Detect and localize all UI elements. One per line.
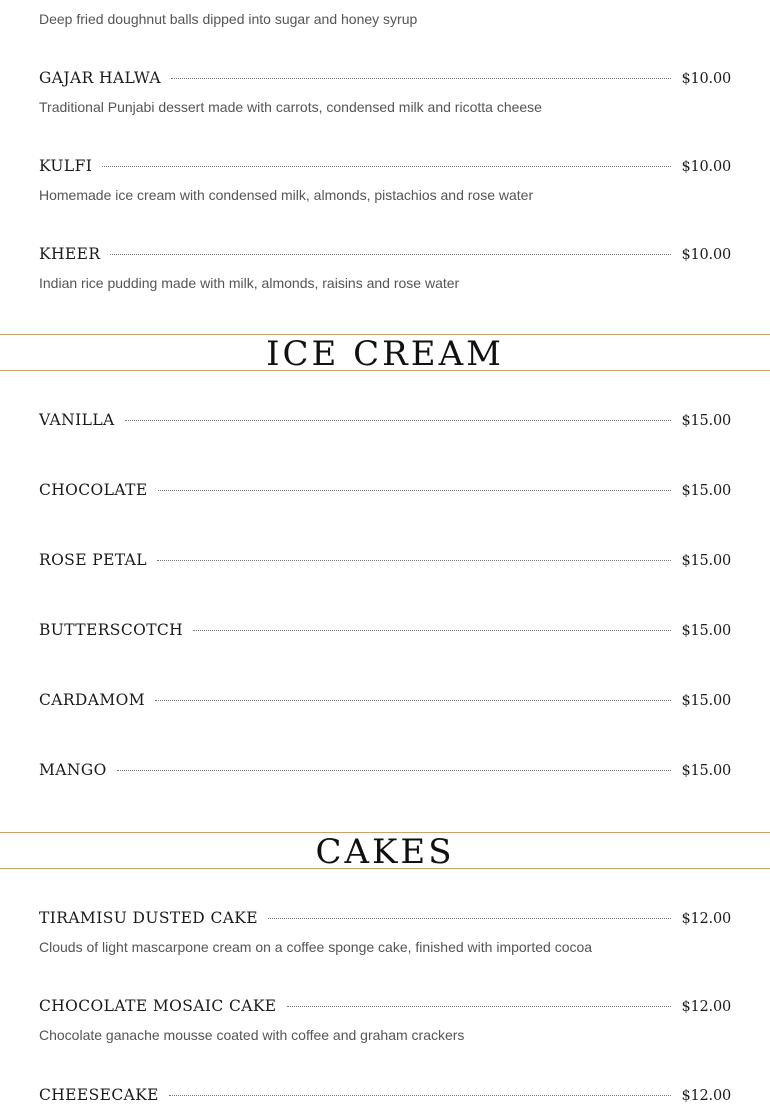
dotted-leader [193,630,671,631]
dotted-leader [287,1006,672,1007]
item-name: CHEESECAKE [39,1086,159,1104]
item-name: KULFI [39,157,93,175]
item-price: $15.00 [681,413,731,429]
dotted-leader [268,918,671,919]
item-description: Clouds of light mascarpone cream on a coffee sponge cake, finished with imported cocoa [39,939,593,955]
item-name: VANILLA [39,411,115,429]
item-price: $10.00 [681,71,731,87]
item-price: $10.00 [681,247,731,263]
menu-item-mango [39,761,731,781]
item-price: $12.00 [681,911,731,927]
menu-item-cardamom [39,691,731,711]
dotted-leader [157,560,671,561]
dotted-leader [117,770,672,771]
item-name: MANGO [39,761,107,779]
item-name: TIRAMISU DUSTED CAKE [39,909,258,927]
item-description: Indian rice pudding made with milk, almonds, raisins and rose water [39,275,460,291]
item-name: ROSE PETAL [39,551,147,569]
dotted-leader [171,78,671,79]
menu-item-cheesecake [39,1086,731,1106]
section-header-cakes [0,831,770,872]
menu-item-chocolate-mosaic-cake [39,997,731,1043]
section-header-ice-cream [0,333,770,374]
menu-item-butterscotch [39,621,731,641]
menu-item-chocolate [39,481,731,501]
item-name: KHEER [39,245,101,263]
item-name: CARDAMOM [39,691,145,709]
item-price: $15.00 [681,693,731,709]
item-name: CHOCOLATE [39,481,148,499]
item-price: $12.00 [681,999,731,1015]
item-price: $15.00 [681,763,731,779]
dotted-leader [125,420,672,421]
dotted-leader [102,166,671,167]
menu-item-kheer [39,245,731,291]
section-title: CAKES [315,831,455,872]
dotted-leader [110,254,671,255]
item-price: $15.00 [681,623,731,639]
menu-item-kulfi [39,157,731,203]
item-name: CHOCOLATE MOSAIC CAKE [39,997,277,1015]
item-description: Traditional Punjabi dessert made with carrots, condensed milk and ricotta cheese [39,99,542,115]
dotted-leader [169,1095,672,1096]
item-price: $12.00 [681,1088,731,1104]
menu-item-vanilla [39,411,731,431]
section-title: ICE CREAM [266,333,504,374]
item-description: Deep fried doughnut balls dipped into sugar and honey syrup [39,11,418,27]
item-price: $10.00 [681,159,731,175]
item-description: Chocolate ganache mousse coated with coffee and graham crackers [39,1027,465,1043]
item-price: $15.00 [681,483,731,499]
dotted-leader [155,700,671,701]
item-name: GAJAR HALWA [39,69,161,87]
menu-item-tiramisu-dusted-cake [39,909,731,955]
dotted-leader [158,490,672,491]
item-price: $15.00 [681,553,731,569]
item-description: Homemade ice cream with condensed milk, almonds, pistachios and rose water [39,187,534,203]
item-name: BUTTERSCOTCH [39,621,184,639]
menu-item-gajar-halwa [39,69,731,115]
menu-item-rose-petal [39,551,731,571]
